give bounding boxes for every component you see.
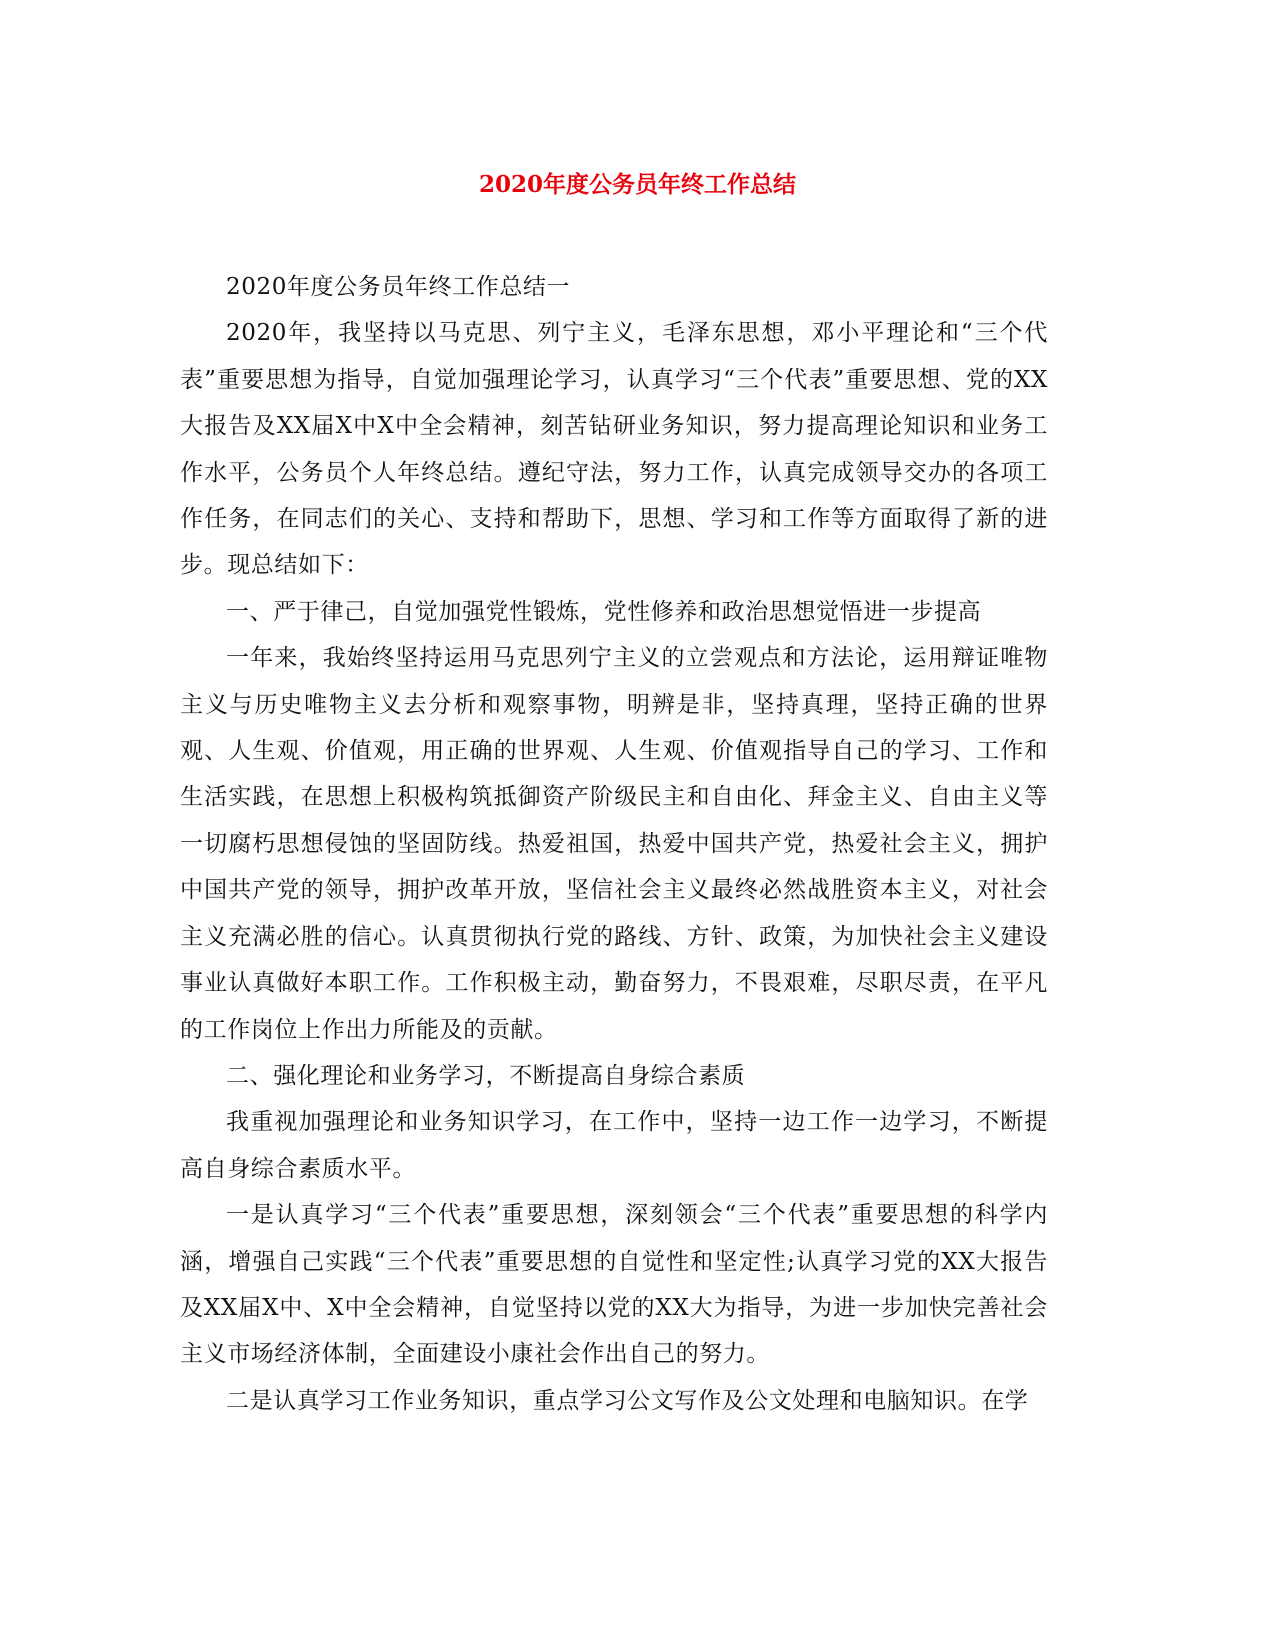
paragraph-point-one: 一是认真学习“三个代表”重要思想，深刻领会“三个代表”重要思想的科学内涵，增强自己实践“三个代表”重要思想的自觉性和坚定性;认真学习党的XX大报告及XX届X中、X中全会精神，自觉坚持以党的XX大为指导，为进一步加快完善社会主义市场经济体制，全面建设小康社会作出自己的努力。 [180, 1202, 1048, 1368]
paragraph-section-one: 一年来，我始终坚持运用马克思列宁主义的立尝观点和方法论，运用辩证唯物主义与历史唯物主义去分析和观察事物，明辨是非，坚持真理，坚持正确的世界观、人生观、价值观，用正确的世界观、人生观、价值观指导自己的学习、工作和生活实践，在思想上积极构筑抵御资产阶级民主和自由化、拜金主义、自由主义等一切腐朽思想侵蚀的坚固防线。热爱祖国，热爱中国共产党，热爱社会主义，拥护中国共产党的领导，拥护改革开放，坚信社会主义最终必然战胜资本主义，对社会主义充满必胜的信心。认真贯彻执行党的路线、方针、政策，为加快社会主义建设事业认真做好本职工作。工作积极主动，勤奋努力，不畏艰难，尽职尽责，在平凡的工作岗位上作出力所能及的贡献。 [180, 645, 1048, 1043]
paragraph-section-two: 我重视加强理论和业务知识学习，在工作中，坚持一边工作一边学习，不断提高自身综合素质水平。 [180, 1109, 1048, 1182]
section-heading-one: 一、严于律己，自觉加强党性锻炼，党性修养和政治思想觉悟进一步提高 [226, 598, 982, 625]
paragraph-intro: 2020年，我坚持以马克思、列宁主义，毛泽东思想，邓小平理论和“三个代表”重要思想为指导，自觉加强理论学习，认真学习“三个代表”重要思想、党的XX大报告及XX届X中X中全会精神，刻苦钻研业务知识，努力提高理论知识和业务工作水平，公务员个人年终总结。遵纪守法，努力工作，认真完成领导交办的各项工作任务，在同志们的关心、支持和帮助下，思想、学习和工作等方面取得了新的进步。现总结如下： [180, 320, 1048, 579]
document-title: 2020年度公务员年终工作总结 [478, 171, 796, 198]
paragraph-subtitle: 2020年度公务员年终工作总结一 [226, 274, 571, 300]
section-heading-two: 二、强化理论和业务学习，不断提高自身综合素质 [226, 1062, 746, 1089]
paragraph-point-two: 二是认真学习工作业务知识，重点学习公文写作及公文处理和电脑知识。在学 [226, 1387, 1029, 1414]
document-body [180, 264, 1048, 1424]
